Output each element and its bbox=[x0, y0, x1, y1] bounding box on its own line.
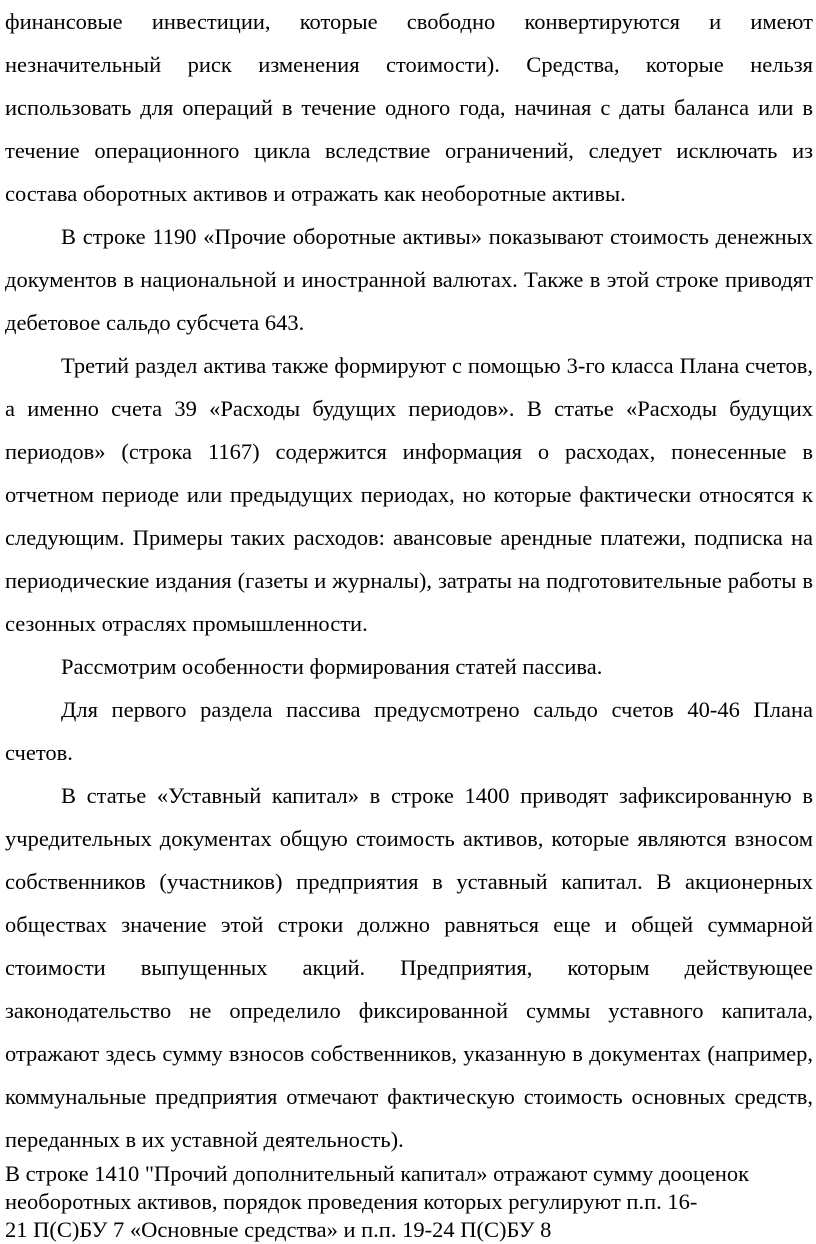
paragraph-deferred-expenses: Третий раздел актива также формируют с помощью 3-го класса Плана счетов, а именно счета 39 «Расходы будущих периодов». В статье «Расходы будущих периодов» (строка 1167) содержится информация о расходах, понесенные в отчетном периоде или предыдущих периодах, но которые фактически относятся к следующим. Примеры таких расходов: авансовые арендные платежи, подписка на периодические издания (газеты и журналы), затраты на подготовительные работы в сезонных отраслях промышленности. bbox=[5, 353, 813, 636]
paragraph-authorized-capital: В статье «Уставный капитал» в строке 1400 приводят зафиксированную в учредительных документах общую стоимость активов, которые являются взносом собственников (участников) предприятия в уставный капитал. В акционерных обществах значение этой строки должно равняться еще и общей суммарной стоимости выпущенных акций. Предприятия, которым действующее законодательство не определило фиксированной суммы уставного капитала, отражают здесь сумму взносов собственников, указанную в документах (например, коммунальные предприятия отмечают фактическую стоимость основных средств, переданных в их уставной деятельность). bbox=[5, 783, 813, 1152]
paragraph-line-1410 bbox=[5, 1160, 813, 1244]
text-line: необоротных активов, порядок проведения которых регулируют п.п. 16- bbox=[5, 1189, 698, 1214]
text-line: 21 П(С)БУ 7 «Основные средства» и п.п. 19-24 П(С)БУ 8 bbox=[5, 1217, 552, 1242]
paragraph-liabilities-intro: Рассмотрим особенности формирования статей пассива. bbox=[61, 654, 603, 679]
paragraph-line-1190: В строке 1190 «Прочие оборотные активы» показывают стоимость денежных документов в национальной и иностранной валютах. Также в этой строке приводят дебетовое сальдо субсчета 643. bbox=[5, 224, 813, 335]
paragraph-financial-investments: финансовые инвестиции, которые свободно конвертируются и имеют незначительный риск изменения стоимости). Средства, которые нельзя использовать для операций в течение одного года, начиная с даты баланса или в течение операционного цикла вследствие ограничений, следует исключать из состава оборотных активов и отражать как необоротные активы. bbox=[5, 9, 813, 206]
text-line: В строке 1410 "Прочий дополнительный капитал» отражают сумму дооценок bbox=[5, 1161, 750, 1186]
paragraph-first-section-liabilities: Для первого раздела пассива предусмотрено сальдо счетов 40-46 Плана счетов. bbox=[5, 697, 813, 765]
